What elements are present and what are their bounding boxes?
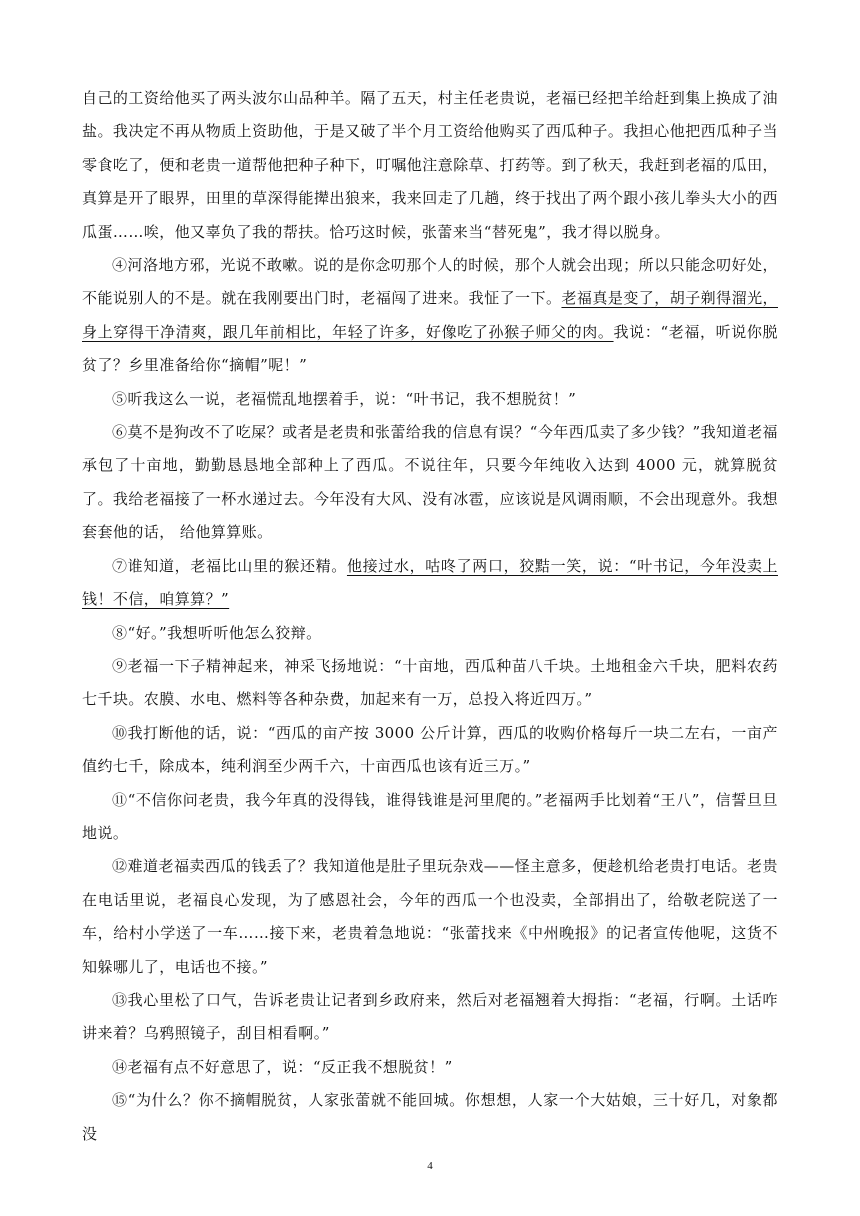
paragraph-9 bbox=[82, 650, 778, 717]
paragraph-7 bbox=[82, 550, 778, 617]
paragraph-text: ⑮“为什么？你不摘帽脱贫，人家张蕾就不能回城。你想想，人家一个大姑娘，三十好几，对象都没 bbox=[82, 1091, 778, 1143]
paragraph-13 bbox=[82, 984, 778, 1051]
paragraph-text: ⑫难道老福卖西瓜的钱丢了？我知道他是肚子里玩杂戏——怪主意多，便趁机给老贵打电话。老贵在电话里说，老福良心发现，为了感恩社会，今年的西瓜一个也没卖，全部捐出了，给敬老院送了一车，给村小学送了一车……接下来，老贵着急地说：“张蕾找来《中州晚报》的记者宣传他呢，这货不知躲哪儿了，电话也不接。” bbox=[82, 857, 778, 976]
paragraph-4 bbox=[82, 249, 778, 383]
paragraph-text: ⑬我心里松了口气，告诉老贵让记者到乡政府来，然后对老福翘着大拇指：“老福，行啊。土话咋讲来着？乌鸦照镜子，刮目相看啊。” bbox=[82, 990, 778, 1043]
paragraph-5 bbox=[82, 383, 778, 416]
paragraph-text: ⑩我打断他的话，说：“西瓜的亩产按 3000 公斤计算，西瓜的收购价格每斤一块二左右，一亩产值约七千，除成本，纯利润至少两千六，十亩西瓜也该有近三万。” bbox=[82, 723, 778, 776]
paragraph-12 bbox=[82, 850, 778, 984]
paragraph-10 bbox=[82, 717, 778, 784]
paragraph-text: ⑦谁知道，老福比山里的猴还精。 bbox=[112, 556, 347, 575]
paragraph-text: ⑭老福有点不好意思了，说：“反正我不想脱贫！” bbox=[112, 1057, 453, 1076]
paragraph-text: 我说：“老福，听说你脱贫了？乡里准备给你“摘帽”呢！” bbox=[82, 322, 778, 375]
paragraph-11 bbox=[82, 784, 778, 851]
paragraph-text: ⑪“不信你问老贵，我今年真的没得钱，谁得钱谁是河里爬的。”老福两手比划着“王八”，信誓旦旦地说。 bbox=[82, 790, 778, 842]
paragraph-14 bbox=[82, 1051, 778, 1084]
paragraph-text: ⑤听我这么一说，老福慌乱地摆着手，说：“叶书记，我不想脱贫！” bbox=[112, 389, 577, 408]
page-number: 4 bbox=[427, 1160, 433, 1172]
document-page bbox=[82, 82, 778, 1151]
paragraph-text: ⑥莫不是狗改不了吃屎？或者是老贵和张蕾给我的信息有误？“今年西瓜卖了多少钱？”我知道老福承包了十亩地，勤勤恳恳地全部种上了西瓜。不说往年，只要今年纯收入达到 4000 元，就算脱贫了。我给老福接了一杯水递过去。今年没有大风、没有冰雹，应该说是风调雨顺，不会出现意外。我想套套他的话， 给他算算账。 bbox=[82, 423, 778, 542]
paragraph-text: 自己的工资给他买了两头波尔山品种羊。隔了五天，村主任老贵说，老福已经把羊给赶到集上换成了油盐。我决定不再从物质上资助他，于是又破了半个月工资给他购买了西瓜种子。我担心他把西瓜种子当零食吃了，便和老贵一道帮他把种子种下，叮嘱他注意除草、打药等。到了秋天，我赶到老福的瓜田，真算是开了眼界，田里的草深得能撵出狼来，我来回走了几趟，终于找出了两个跟小孩儿拳头大小的西瓜蛋……唉，他又辜负了我的帮扶。恰巧这时候，张蕾来当“替死鬼”，我才得以脱身。 bbox=[82, 89, 778, 241]
paragraph-text: ⑧“好。”我想听听他怎么狡辩。 bbox=[112, 623, 322, 642]
underlined-text: 他接过水，咕咚了两口，狡黠一笑，说：“叶书记，今年没卖上钱！不信，咱算算？” bbox=[82, 556, 778, 609]
paragraph-text: ⑨老福一下子精神起来，神采飞扬地说：“十亩地，西瓜种苗八千块。土地租金六千块，肥料农药七千块。农膜、水电、燃料等各种杂费，加起来有一万，总投入将近四万。” bbox=[82, 656, 778, 709]
paragraph-8 bbox=[82, 617, 778, 650]
underlined-text: 老福真是变了，胡子剃得溜光，身上穿得干净清爽，跟几年前相比，年轻了许多，好像吃了孙猴子师父的肉。 bbox=[82, 289, 778, 341]
paragraph-6 bbox=[82, 416, 778, 550]
paragraph-text: ④河洛地方邪，光说不敢嗽。说的是你念叨那个人的时候，那个人就会出现；所以只能念叨好处，不能说别人的不是。就在我刚要出门时，老福闯了进来。我怔了一下。 bbox=[82, 256, 778, 308]
paragraph-15 bbox=[82, 1084, 778, 1151]
paragraph-continuation bbox=[82, 82, 778, 249]
